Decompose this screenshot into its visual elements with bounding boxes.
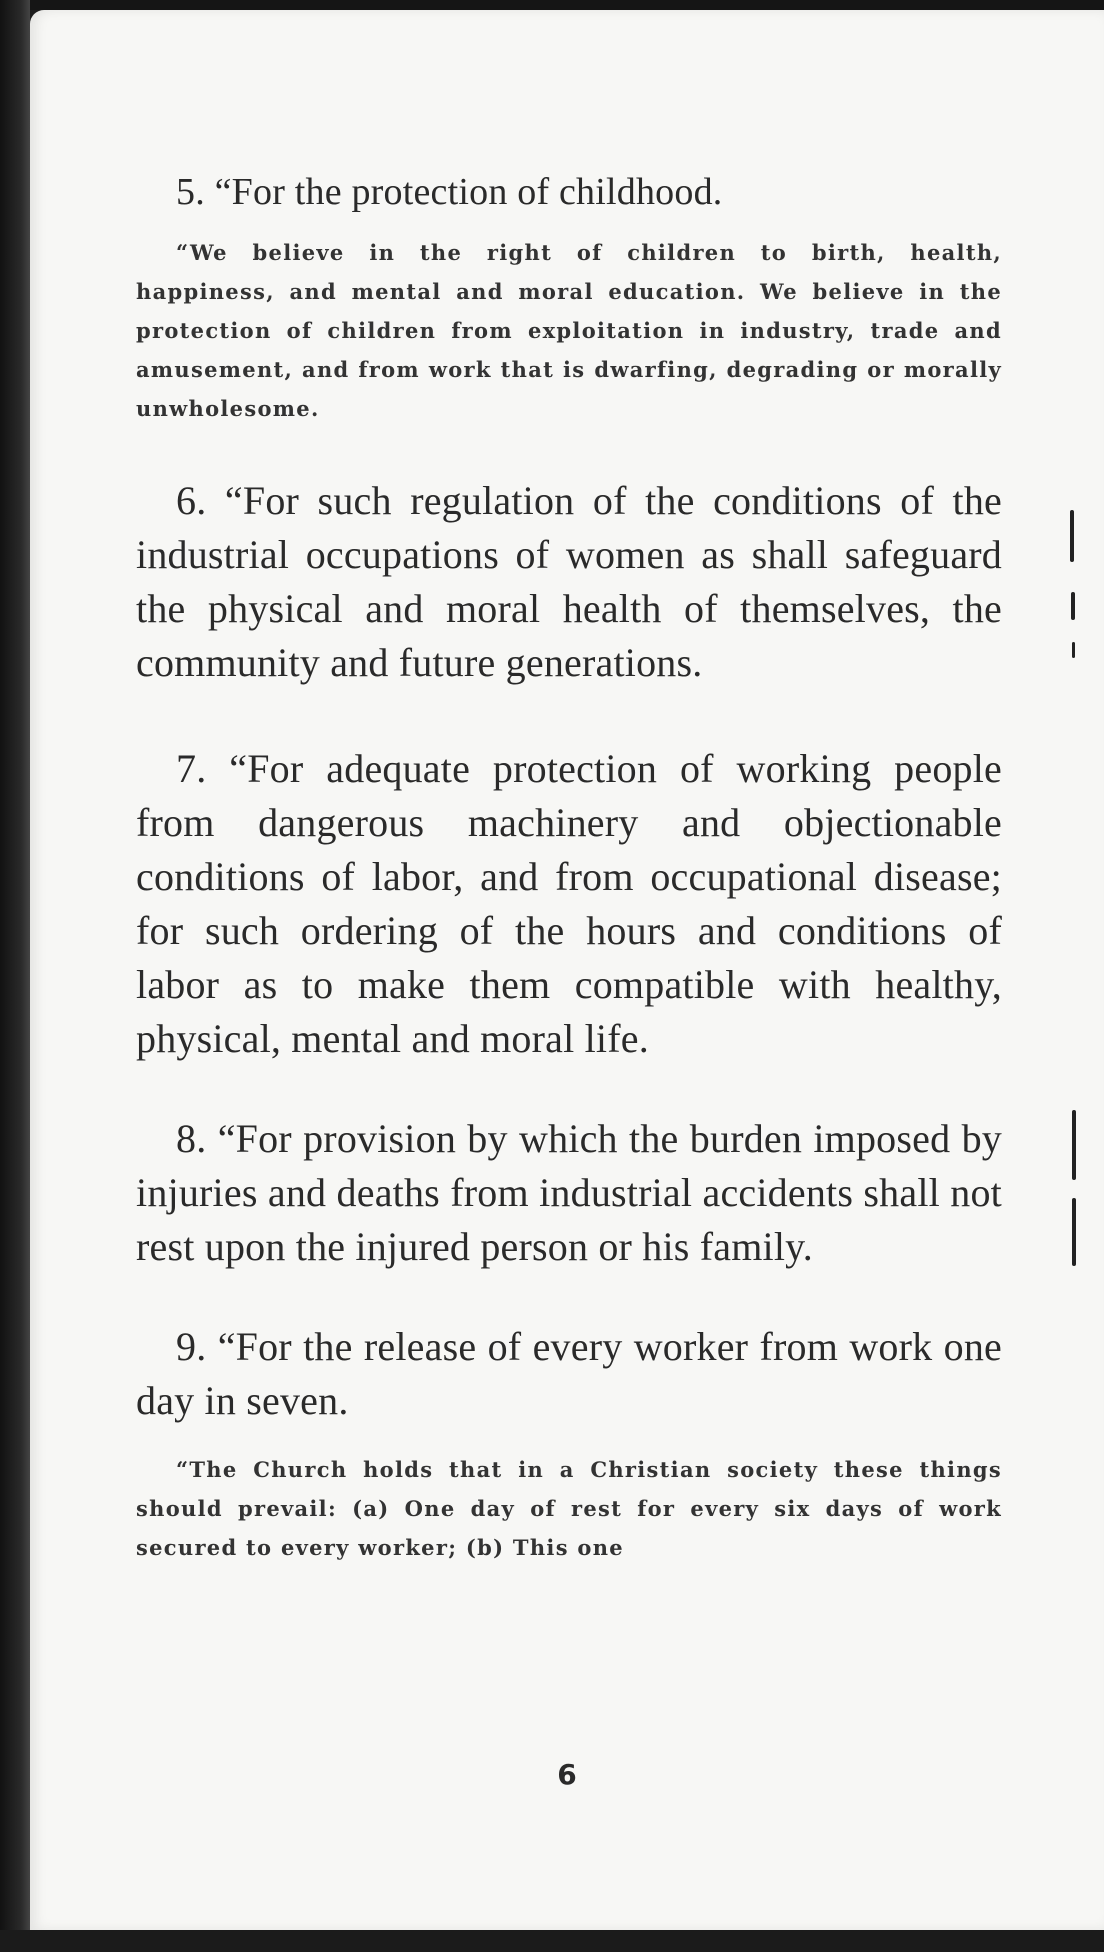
margin-mark bbox=[1072, 1110, 1076, 1180]
page-number: 6 bbox=[557, 1758, 577, 1791]
section-5-note: “We believe in the right of children to birth, health, happiness, and mental and moral education. We believe in the protection of children from exploitation in industry, trade and amusement, and from work that is dwarfing, degrading or morally unwholesome. bbox=[136, 240, 1002, 421]
section-6-heading: 6. “For such regulation of the conditions of the industrial occupations of women as shall safeguard the physical and moral health of themselves, the community and future generations. bbox=[136, 478, 1002, 685]
section-8-heading: 8. “For provision by which the burden imposed by injuries and deaths from industrial accidents shall not rest upon the injured person or his family. bbox=[136, 1116, 1002, 1269]
margin-mark bbox=[1071, 592, 1075, 620]
section-9-heading: 9. “For the release of every worker from work one day in seven. bbox=[136, 1324, 1002, 1423]
scan-left-edge bbox=[0, 0, 30, 1952]
margin-mark bbox=[1072, 642, 1075, 658]
margin-mark bbox=[1070, 510, 1074, 562]
section-5-heading: 5. “For the protection of childhood. bbox=[176, 171, 723, 213]
scan-bottom-edge bbox=[0, 1930, 1104, 1952]
page-text bbox=[136, 165, 1002, 1567]
scan-top-edge bbox=[0, 0, 1104, 10]
margin-mark bbox=[1072, 1198, 1076, 1266]
document-page bbox=[30, 10, 1104, 1930]
section-9-note: “The Church holds that in a Christian society these things should prevail: (a) One day of rest for every six days of work secured to every worker; (b) This one bbox=[136, 1457, 1002, 1560]
section-7-heading: 7. “For adequate protection of working people from dangerous machinery and objectionable conditions of labor, and from occupational disease; for such ordering of the hours and conditions of labor as to make them compatible with healthy, physical, mental and moral life. bbox=[136, 746, 1002, 1061]
